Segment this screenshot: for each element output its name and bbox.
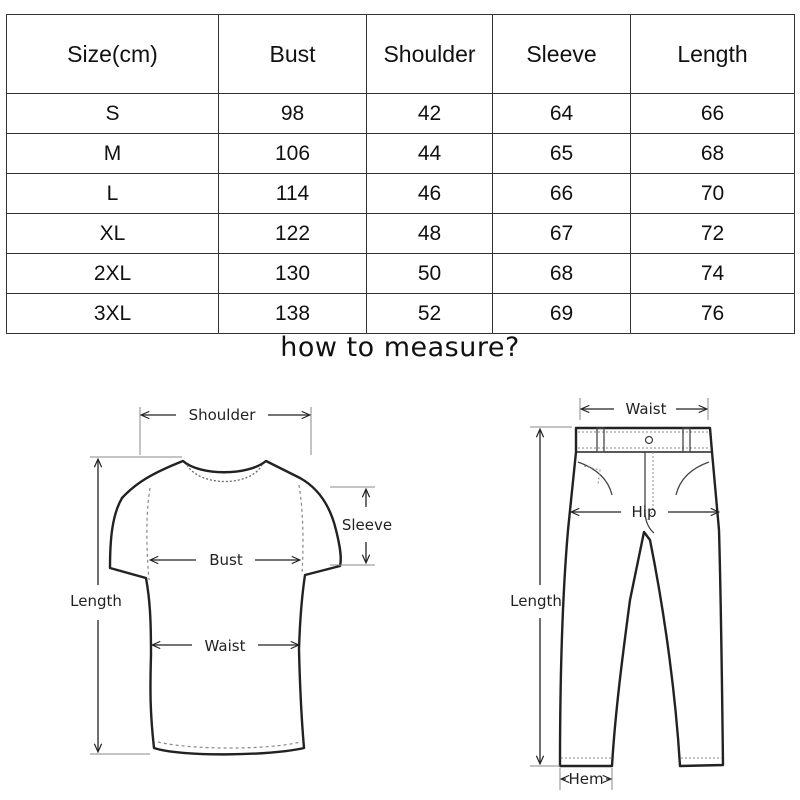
hem-measure	[560, 768, 612, 790]
cell-bust: 122	[219, 214, 367, 254]
label-pants-length: Length	[510, 592, 562, 610]
tshirt-left-sleeve-seam	[147, 488, 150, 580]
label-bust: Bust	[209, 551, 243, 569]
cell-shoulder: 42	[367, 94, 493, 134]
cell-shoulder: 50	[367, 254, 493, 294]
cell-sleeve: 66	[493, 174, 631, 214]
cell-bust: 98	[219, 94, 367, 134]
header-sleeve: Sleeve	[493, 15, 631, 94]
label-shirt-waist: Waist	[204, 637, 246, 655]
cell-size: S	[7, 94, 219, 134]
cell-length: 76	[631, 294, 795, 334]
cell-length: 74	[631, 254, 795, 294]
cell-size: M	[7, 134, 219, 174]
header-length: Length	[631, 15, 795, 94]
label-hem: Hem	[568, 770, 604, 788]
label-sleeve: Sleeve	[341, 516, 393, 534]
cell-sleeve: 64	[493, 94, 631, 134]
tshirt-illustration	[110, 461, 341, 754]
label-shirt-length: Length	[70, 592, 122, 610]
label-shoulder: Shoulder	[188, 406, 256, 424]
cell-shoulder: 46	[367, 174, 493, 214]
cell-sleeve: 67	[493, 214, 631, 254]
pants-outline	[560, 428, 723, 766]
cell-shoulder: 48	[367, 214, 493, 254]
pants-illustration	[560, 428, 723, 766]
cell-bust: 114	[219, 174, 367, 214]
cell-size: XL	[7, 214, 219, 254]
hip-measure	[572, 503, 718, 521]
cell-bust: 138	[219, 294, 367, 334]
cell-length: 70	[631, 174, 795, 214]
pants-left-pocket	[578, 462, 612, 495]
cell-sleeve: 69	[493, 294, 631, 334]
tshirt-hem-stitch	[158, 742, 300, 748]
how-to-measure-title: how to measure?	[280, 332, 520, 363]
pants-waist-measure	[580, 398, 708, 420]
shirt-waist-measure	[153, 637, 298, 655]
cell-length: 68	[631, 134, 795, 174]
tshirt-right-sleeve-seam	[299, 485, 303, 575]
cell-size: 2XL	[7, 254, 219, 294]
pants-right-pocket	[676, 462, 709, 495]
bust-measure	[151, 551, 299, 569]
button-icon	[646, 437, 653, 444]
shoulder-measure	[140, 406, 311, 455]
cell-shoulder: 44	[367, 134, 493, 174]
cell-size: L	[7, 174, 219, 214]
header-size: Size(cm)	[7, 15, 219, 94]
cell-shoulder: 52	[367, 294, 493, 334]
header-bust: Bust	[219, 15, 367, 94]
cell-length: 66	[631, 94, 795, 134]
cell-sleeve: 68	[493, 254, 631, 294]
cell-bust: 130	[219, 254, 367, 294]
header-shoulder: Shoulder	[367, 15, 493, 94]
shirt-length-measure	[70, 457, 182, 754]
label-pants-waist: Waist	[625, 400, 667, 418]
cell-bust: 106	[219, 134, 367, 174]
tshirt-outline	[110, 461, 341, 754]
cell-size: 3XL	[7, 294, 219, 334]
label-hip: Hip	[631, 503, 657, 521]
cell-length: 72	[631, 214, 795, 254]
cell-sleeve: 65	[493, 134, 631, 174]
